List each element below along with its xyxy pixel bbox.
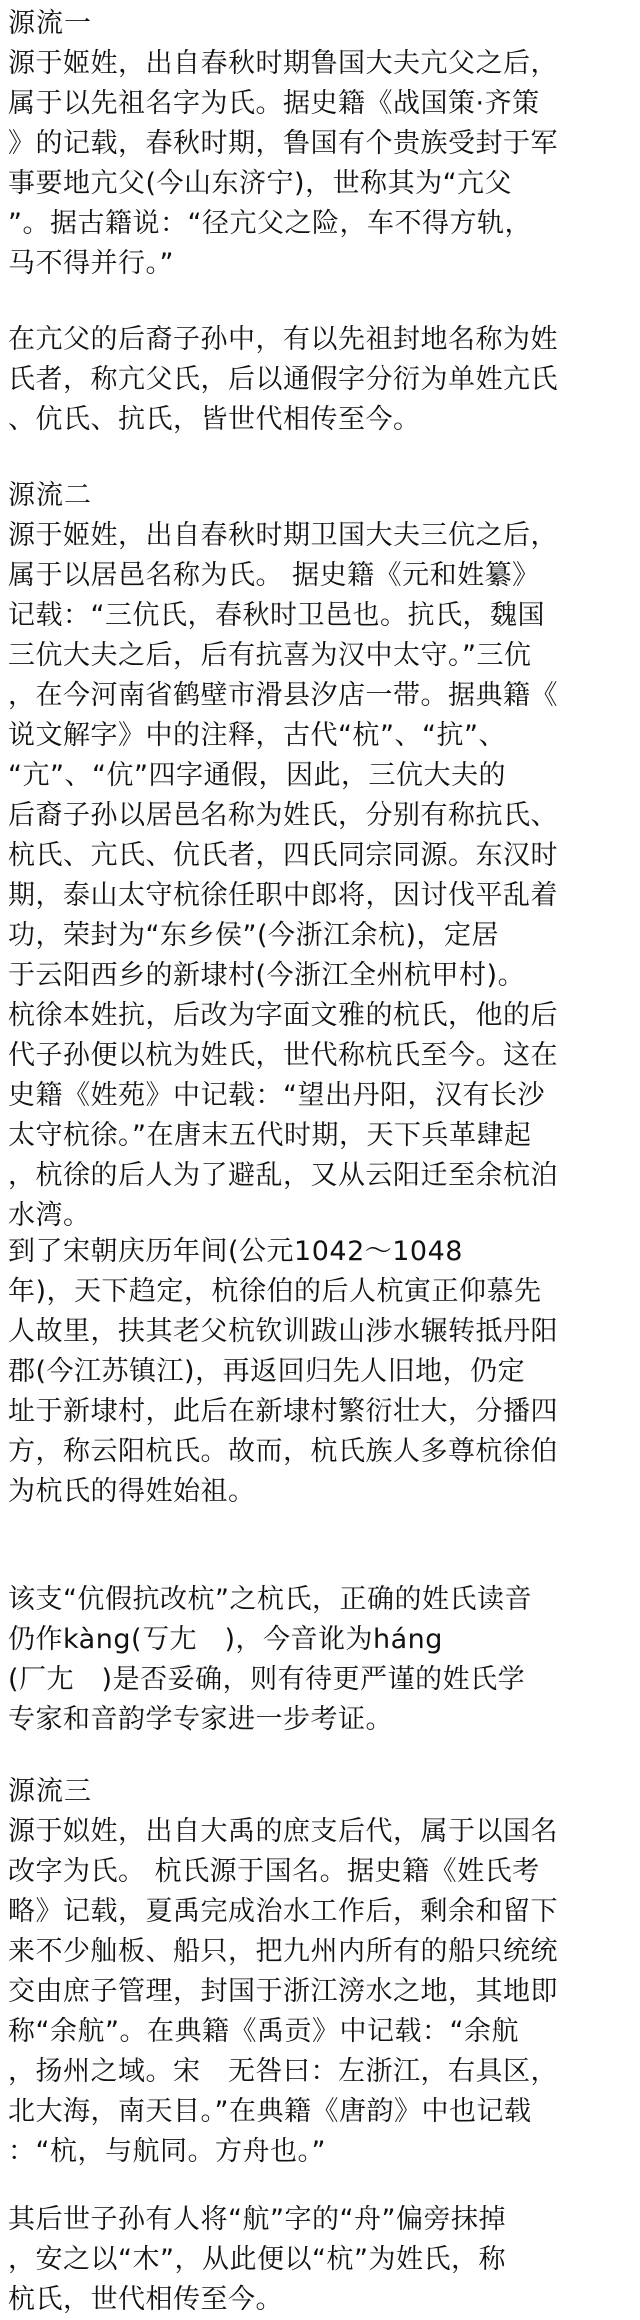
text-line: 史籍《姓苑》中记载：“望出丹阳，汉有长沙	[8, 1080, 545, 1111]
text-line: 到了宋朝庆历年间(公元1042～1048	[8, 1236, 463, 1267]
text-line: 址于新埭村，此后在新埭村繁衍壮大，分播四	[8, 1396, 558, 1427]
paragraph-2-2	[8, 1232, 634, 1512]
text-line: ”。据古籍说：“径亢父之险，车不得方轨，	[8, 208, 532, 239]
text-line: 》的记载，春秋时期，鲁国有个贵族受封于军	[8, 128, 558, 159]
text-line: 该支“伉假抗改杭”之杭氏，正确的姓氏读音	[8, 1584, 532, 1615]
text-line: 于云阳西乡的新埭村(今浙江全州杭甲村)。	[8, 960, 526, 991]
text-line: ，在今河南省鹤壁市滑县汐店一带。据典籍《	[8, 680, 558, 711]
text-line: 后裔子孙以居邑名称为姓氏，分别有称抗氏、	[8, 800, 558, 831]
text-line: 年)，天下趋定，杭徐伯的后人杭寅正仰慕先	[8, 1276, 542, 1307]
text-line: 杭氏，世代相传至今。	[8, 2284, 283, 2315]
text-line: 功，荣封为“东乡侯”(今浙江余杭)，定居	[8, 920, 500, 951]
text-line: 称“余航”。在典籍《禹贡》中记载：“余航	[8, 2016, 519, 2047]
text-line: 记载：“三伉氏，春秋时卫邑也。抗氏，魏国	[8, 600, 545, 631]
text-line: 杭徐本姓抗，后改为字面文雅的杭氏，他的后	[8, 1000, 558, 1031]
paragraph-3-2	[8, 2200, 634, 2320]
text-line: 源于姒姓，出自大禹的庶支后代，属于以国名	[8, 1816, 558, 1847]
text-line: 方，称云阳杭氏。故而，杭氏族人多尊杭徐伯	[8, 1436, 558, 1467]
section-heading-3: 源流三	[8, 1776, 92, 1807]
text-line: 在亢父的后裔子孙中，有以先祖封地名称为姓	[8, 324, 558, 355]
text-line: 专家和音韵学专家进一步考证。	[8, 1704, 393, 1735]
text-line: 略》记载，夏禹完成治水工作后，剩余和留下	[8, 1896, 558, 1927]
text-line: 事要地亢父(今山东济宁)，世称其为“亢父	[8, 168, 513, 199]
paragraph-1-1	[8, 44, 634, 284]
text-line: ，安之以“木”，从此便以“杭”为姓氏，称	[8, 2244, 506, 2275]
text-line: 郡(今江苏镇江)，再返回归先人旧地，仍定	[8, 1356, 526, 1387]
text-line: 北大海，南天目。”在典籍《唐韵》中也记载	[8, 2096, 532, 2127]
text-line: 杭氏、亢氏、伉氏者，四氏同宗同源。东汉时	[8, 840, 558, 871]
text-line: ：“杭，与航同。方舟也。”	[8, 2136, 326, 2167]
text-line: ，杭徐的后人为了避乱，又从云阳迁至余杭泊	[8, 1160, 558, 1191]
text-line: 属于以先祖名字为氏。据史籍《战国策·齐策	[8, 88, 540, 119]
text-line: 三伉大夫之后，后有抗喜为汉中太守。”三伉	[8, 640, 532, 671]
text-line: 属于以居邑名称为氏。 据史籍《元和姓纂》	[8, 560, 540, 591]
text-line: ，扬州之域。宋 无咎曰：左浙江，右具区，	[8, 2056, 558, 2087]
text-line: 交由庶子管理，封国于浙江滂水之地，其地即	[8, 1976, 558, 2007]
text-line: 改字为氏。 杭氏源于国名。据史籍《姓氏考	[8, 1856, 540, 1887]
paragraph-1-2	[8, 320, 634, 440]
text-line: 来不少舢板、船只，把九州内所有的船只统统	[8, 1936, 558, 1967]
text-line: 、伉氏、抗氏，皆世代相传至今。	[8, 404, 421, 435]
paragraph-2-3	[8, 1580, 634, 1740]
text-line: 水湾。	[8, 1200, 91, 1231]
paragraph-2-1	[8, 516, 634, 1236]
paragraph-3-1	[8, 1812, 634, 2172]
section-heading-1: 源流一	[8, 8, 92, 39]
text-line: (厂尢 )是否妥确，则有待更严谨的姓氏学	[8, 1664, 526, 1695]
text-line: 太守杭徐。”在唐末五代时期，天下兵革肆起	[8, 1120, 532, 1151]
text-line: 仍作kàng(丂尢 )，今音讹为háng	[8, 1624, 443, 1655]
text-line: 代子孙便以杭为姓氏，世代称杭氏至今。这在	[8, 1040, 558, 1071]
text-line: 为杭氏的得姓始祖。	[8, 1476, 256, 1507]
text-line: 源于姬姓，出自春秋时期卫国大夫三伉之后，	[8, 520, 558, 551]
text-line: “亢”、“伉”四字通假，因此，三伉大夫的	[8, 760, 506, 791]
text-line: 马不得并行。”	[8, 248, 174, 279]
section-heading-2: 源流二	[8, 480, 92, 511]
text-line: 期，泰山太守杭徐任职中郎将，因讨伐平乱着	[8, 880, 558, 911]
text-line: 人故里，扶其老父杭钦训跋山涉水辗转抵丹阳	[8, 1316, 558, 1347]
text-line: 其后世子孙有人将“航”字的“舟”偏旁抹掉	[8, 2204, 506, 2235]
text-line: 氏者，称亢父氏，后以通假字分衍为单姓亢氏	[8, 364, 558, 395]
text-line: 说文解字》中的注释，古代“杭”、“抗”、	[8, 720, 506, 751]
text-line: 源于姬姓，出自春秋时期鲁国大夫亢父之后，	[8, 48, 558, 79]
